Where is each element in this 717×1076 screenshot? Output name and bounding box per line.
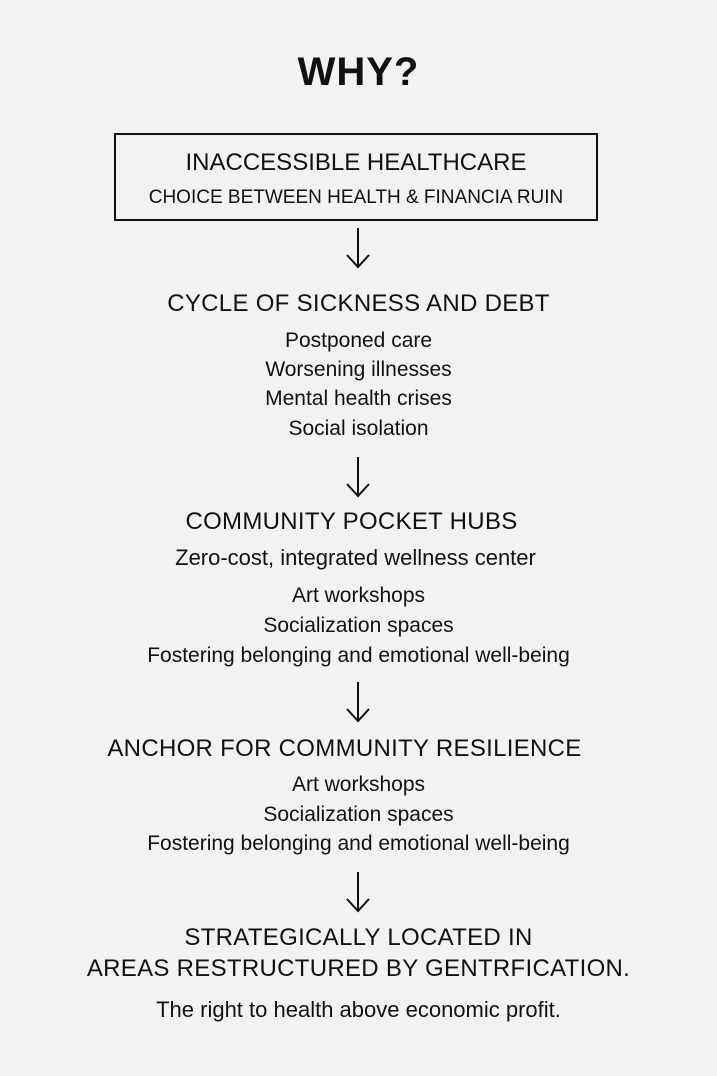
arrow-down-icon [338,455,378,499]
anchor-heading: ANCHOR FOR COMMUNITY RESILIENCE [107,735,582,762]
anchor-item: Art workshops [291,773,426,796]
hubs-item: Art workshops [291,584,426,607]
anchor-item: Fostering belonging and emotional well-being [147,832,570,855]
location-line-2: AREAS RESTRUCTURED BY GENTRFICATION. [86,955,631,982]
cycle-item: Mental health crises [265,387,452,410]
arrow-down-icon [338,870,378,914]
problem-box-subtitle: CHOICE BETWEEN HEALTH & FINANCIA RUIN [148,187,564,208]
hubs-item: Fostering belonging and emotional well-being [147,644,570,667]
hubs-tagline: Zero-cost, integrated wellness center [175,545,536,570]
cycle-item: Social isolation [288,417,429,440]
page-title: WHY? [297,50,420,94]
arrow-down-icon [338,680,378,724]
hubs-heading: COMMUNITY POCKET HUBS [185,508,518,535]
arrow-down-icon [338,226,378,270]
hubs-item: Socialization spaces [263,614,454,637]
problem-box [114,133,598,221]
problem-box-title: INACCESSIBLE HEALTHCARE [185,149,527,176]
cycle-item: Worsening illnesses [265,358,452,381]
anchor-item: Socialization spaces [263,803,454,826]
closing-statement: The right to health above economic profit. [156,997,561,1022]
cycle-item: Postponed care [284,329,433,352]
location-line-1: STRATEGICALLY LOCATED IN [184,924,533,951]
cycle-heading: CYCLE OF SICKNESS AND DEBT [167,290,550,317]
